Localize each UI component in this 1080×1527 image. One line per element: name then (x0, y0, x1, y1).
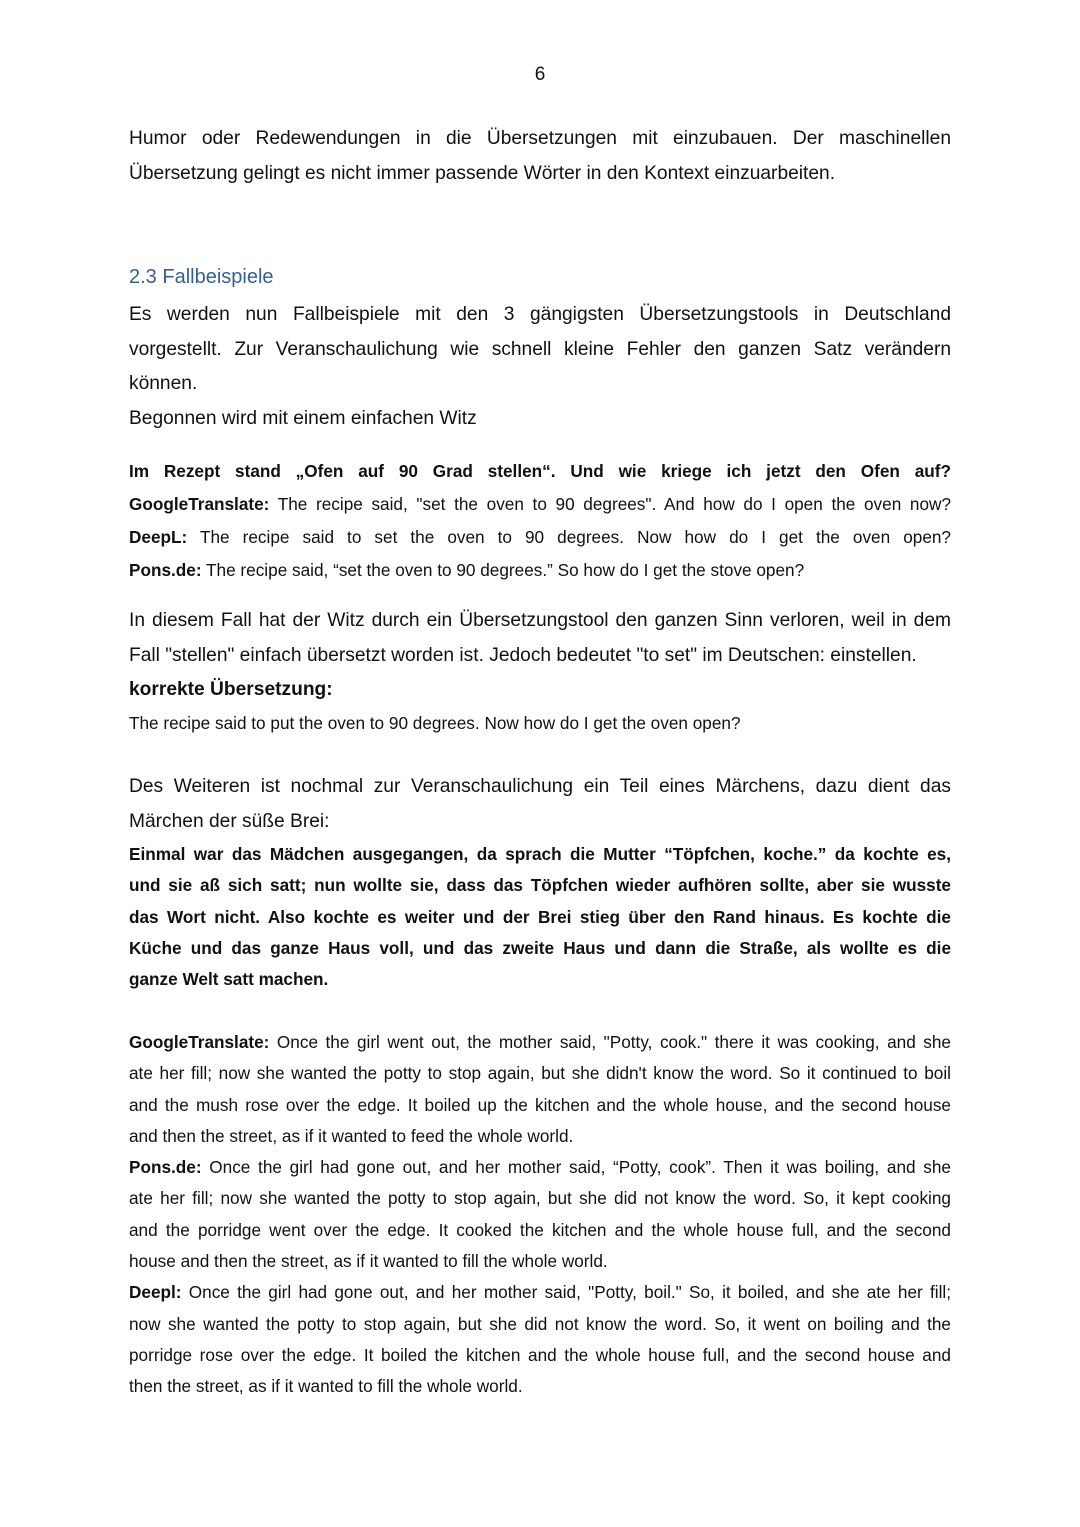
joke-original (129, 455, 951, 488)
intro-line: Übersetzung gelingt es nicht immer passende Wörter in den Kontext einzuarbeiten. (129, 162, 836, 184)
paragraph-line: Es werden nun Fallbeispiele mit den 3 gängigsten Übersetzungstools in Deutschland (129, 304, 951, 325)
intro-paragraph (129, 122, 951, 191)
google-label: GoogleTranslate: (129, 1032, 270, 1052)
translation-line: and the porridge went over the edge. It cooked the kitchen and the whole house full, and the second (129, 1219, 951, 1240)
google-label: GoogleTranslate: (129, 494, 270, 514)
deepl-translation-first (129, 1277, 951, 1308)
analysis-line: In diesem Fall hat der Witz durch ein Übersetzungstool den ganzen Sinn verloren, weil in dem (129, 610, 951, 631)
joke-pons (129, 554, 951, 587)
translation-line: porridge rose over the edge. It boiled the kitchen and the whole house full, and the second house and (129, 1344, 951, 1365)
fairytale-line: das Wort nicht. Also kochte es weiter und der Brei stieg über den Rand hinaus. Es kochte die (129, 906, 951, 927)
fairytale-intro-line: Des Weiteren ist nochmal zur Veranschaulichung ein Teil eines Märchens, dazu dient das (129, 776, 951, 797)
joke-example (129, 455, 951, 587)
paragraph-line: vorgestellt. Zur Veranschaulichung wie schnell kleine Fehler den ganzen Satz verändern (129, 338, 951, 360)
google-translation: The recipe said, "set the oven to 90 degrees". And how do I open the oven now? (269, 494, 951, 514)
translation-line: and the mush rose over the edge. It boiled up the kitchen and the whole house, and the second house (129, 1094, 951, 1115)
translation-line: ate her fill; now she wanted the potty to stop again, but she didn't know the word. So it continued to boil (129, 1063, 951, 1084)
google-translation-first (129, 1027, 951, 1058)
pons-label: Pons.de: (129, 560, 202, 580)
intro-line: Humor oder Redewendungen in die Übersetzungen mit einzubauen. Der maschinellen (129, 128, 951, 149)
translation-line: house and then the street, as if it wanted to fill the whole world. (129, 1251, 608, 1272)
translation-line: then the street, as if it wanted to fill the whole world. (129, 1376, 523, 1397)
page-number: 6 (534, 64, 546, 85)
fairytale-line: Küche und das ganze Haus voll, und das zweite Haus und dann die Straße, als wollte es die (129, 937, 951, 958)
analysis-paragraph (129, 604, 951, 708)
joke-original-text: Im Rezept stand „Ofen auf 90 Grad stellen“. Und wie kriege ich jetzt den Ofen auf? (129, 461, 951, 481)
deepl-text: Once the girl had gone out, and her mother said, "Potty, boil." So, it boiled, and she ate her fill; (181, 1282, 951, 1303)
translation-line: and then the street, as if it wanted to feed the whole world. (129, 1125, 574, 1146)
deepl-label: DeepL: (129, 527, 188, 547)
correct-translation-text: The recipe said to put the oven to 90 degrees. Now how do I get the oven open? (129, 713, 741, 733)
section-paragraph (129, 298, 951, 436)
fairytale-line: und sie aß sich satt; nun wollte sie, dass das Töpfchen wieder aufhören sollte, aber sie wusste (129, 875, 951, 896)
translation-line: now she wanted the potty to stop again, but she did not know the word. So, it went on boiling and the (129, 1313, 951, 1334)
fairytale-text (129, 839, 951, 995)
pons-translation: The recipe said, “set the oven to 90 degrees.” So how do I get the stove open? (201, 560, 805, 580)
paragraph-line: können. (129, 373, 198, 395)
analysis-line: Fall "stellen" einfach übersetzt worden ist. Jedoch bedeutet "to set" im Deutschen: einstellen. (129, 644, 917, 666)
pons-label: Pons.de: (129, 1157, 202, 1178)
pons-translation-first (129, 1152, 951, 1183)
joke-deepl (129, 521, 951, 554)
deepl-translation: The recipe said to set the oven to 90 degrees. Now how do I get the oven open? (187, 527, 951, 547)
joke-google (129, 488, 951, 521)
fairytale-line: Einmal war das Mädchen ausgegangen, da sprach die Mutter “Töpfchen, koche.” da kochte es, (129, 844, 951, 864)
correct-translation-label (129, 673, 951, 708)
correct-translation (129, 707, 951, 740)
section-heading: 2.3 Fallbeispiele (129, 266, 274, 288)
fairytale-line: ganze Welt satt machen. (129, 969, 329, 990)
google-text: Once the girl went out, the mother said, "Potty, cook." there it was cooking, and she (269, 1032, 951, 1052)
paragraph-line: Begonnen wird mit einem einfachen Witz (129, 407, 477, 429)
pons-text: Once the girl had gone out, and her mother said, “Potty, cook”. Then it was boiling, and she (201, 1157, 951, 1178)
translations (129, 1027, 951, 1403)
correct-label-text: korrekte Übersetzung: (129, 679, 333, 701)
translation-line: ate her fill; now she wanted the potty to stop again, but she did not know the word. So, it kept cooking (129, 1188, 951, 1209)
fairytale-intro-line: Märchen der süße Brei: (129, 810, 330, 832)
fairytale-intro (129, 770, 951, 839)
deepl-label: Deepl: (129, 1282, 182, 1303)
